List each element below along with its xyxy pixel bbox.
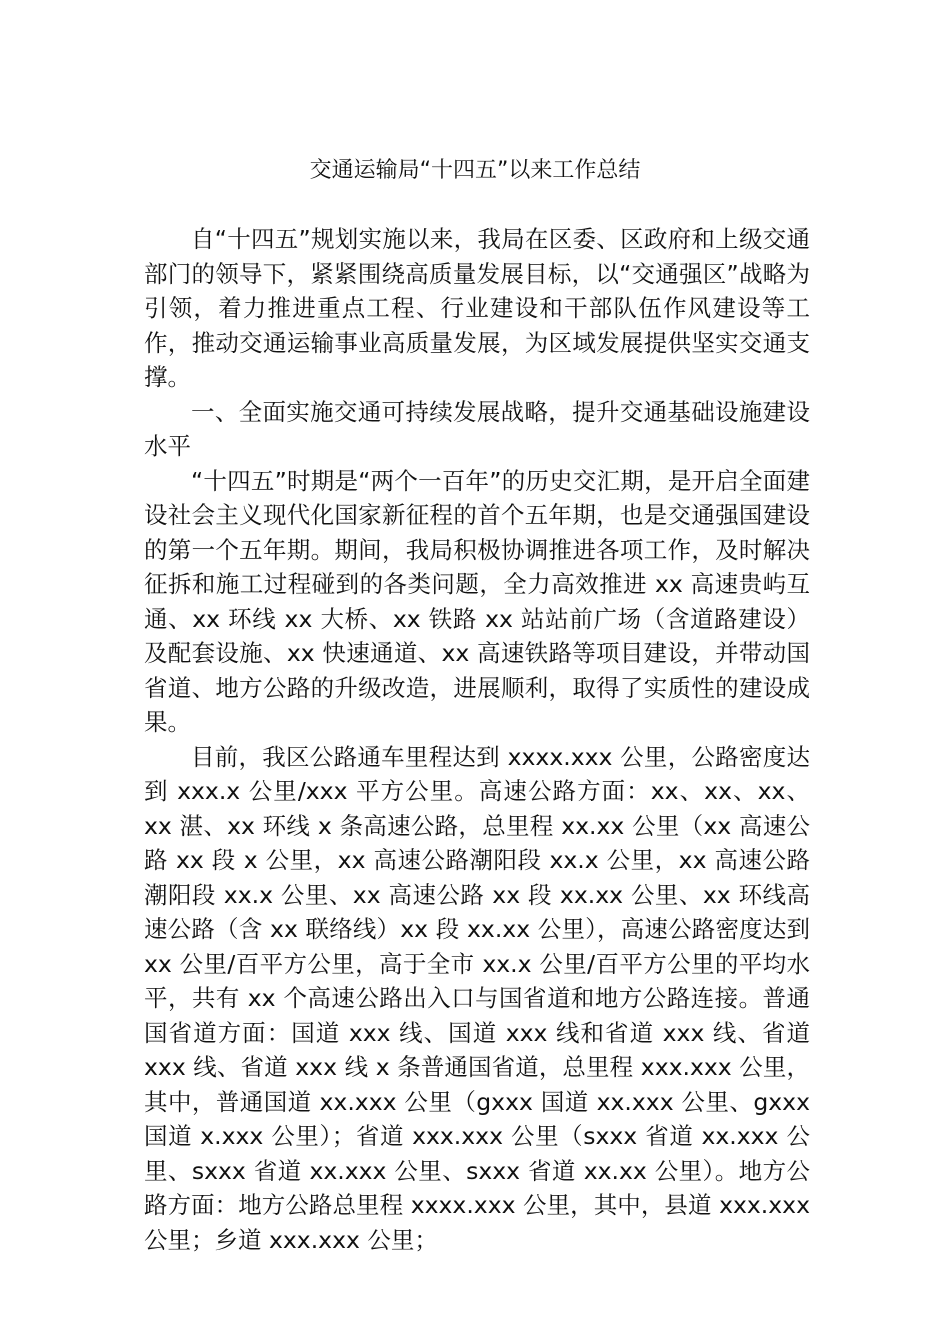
document-body [144, 222, 810, 1257]
section-heading: 一、全面实施交通可持续发展战略，提升交通基础设施建设水平 [144, 397, 810, 460]
body-paragraph: 目前，我区公路通车里程达到 xxxx.xxx 公里，公路密度达到 xxx.x 公里/xxx 平方公里。高速公路方面：xx、xx、xx、xx 湛、xx 环线 x 条高速公路，总里程 xx.xx 公里（xx 高速公路 xx 段 x 公里，xx 高速公路潮阳段 xx.x 公里，xx 高速公路潮阳段 xx.x 公里、xx 高速公路 xx 段 xx.xx 公里、xx 环线高速公路（含 xx 联络线）xx 段 xx.xx 公里），高速公路密度达到 xx 公里/百平方公里，高于全市 xx.x 公里/百平方公里的平均水平，共有 xx 个高速公路出入口与国省道和地方公路连接。普通国省道方面：国道 xxx 线、国道 xxx 线和省道 xxx 线、省道 xxx 线、省道 xxx 线 x 条普通国省道，总里程 xxx.xxx 公里，其中，普通国道 xx.xxx 公里（gxxx 国道 xx.xxx 公里、gxxx 国道 x.xxx 公里）；省道 xxx.xxx 公里（sxxx 省道 xx.xxx 公里、sxxx 省道 xx.xxx 公里、sxxx 省道 xx.xx 公里）。地方公路方面：地方公路总里程 xxxx.xxx 公里，其中，县道 xxx.xxx 公里；乡道 xxx.xxx 公里； [144, 742, 810, 1254]
document-title: 交通运输局“十四五”以来工作总结 [309, 158, 641, 183]
intro-paragraph: 自“十四五”规划实施以来，我局在区委、区政府和上级交通部门的领导下，紧紧围绕高质量发展目标，以“交通强区”战略为引领，着力推进重点工程、行业建设和干部队伍作风建设等工作，推动交通运输事业高质量发展，为区域发展提供坚实交通支撑。 [144, 225, 810, 391]
body-paragraph: “十四五”时期是“两个一百年”的历史交汇期，是开启全面建设社会主义现代化国家新征程的首个五年期，也是交通强国建设的第一个五年期。期间，我局积极协调推进各项工作，及时解决征拆和施工过程碰到的各类问题，全力高效推进 xx 高速贵屿互通、xx 环线 xx 大桥、xx 铁路 xx 站站前广场（含道路建设）及配套设施、xx 快速通道、xx 高速铁路等项目建设，并带动国省道、地方公路的升级改造，进展顺利，取得了实质性的建设成果。 [144, 466, 810, 736]
